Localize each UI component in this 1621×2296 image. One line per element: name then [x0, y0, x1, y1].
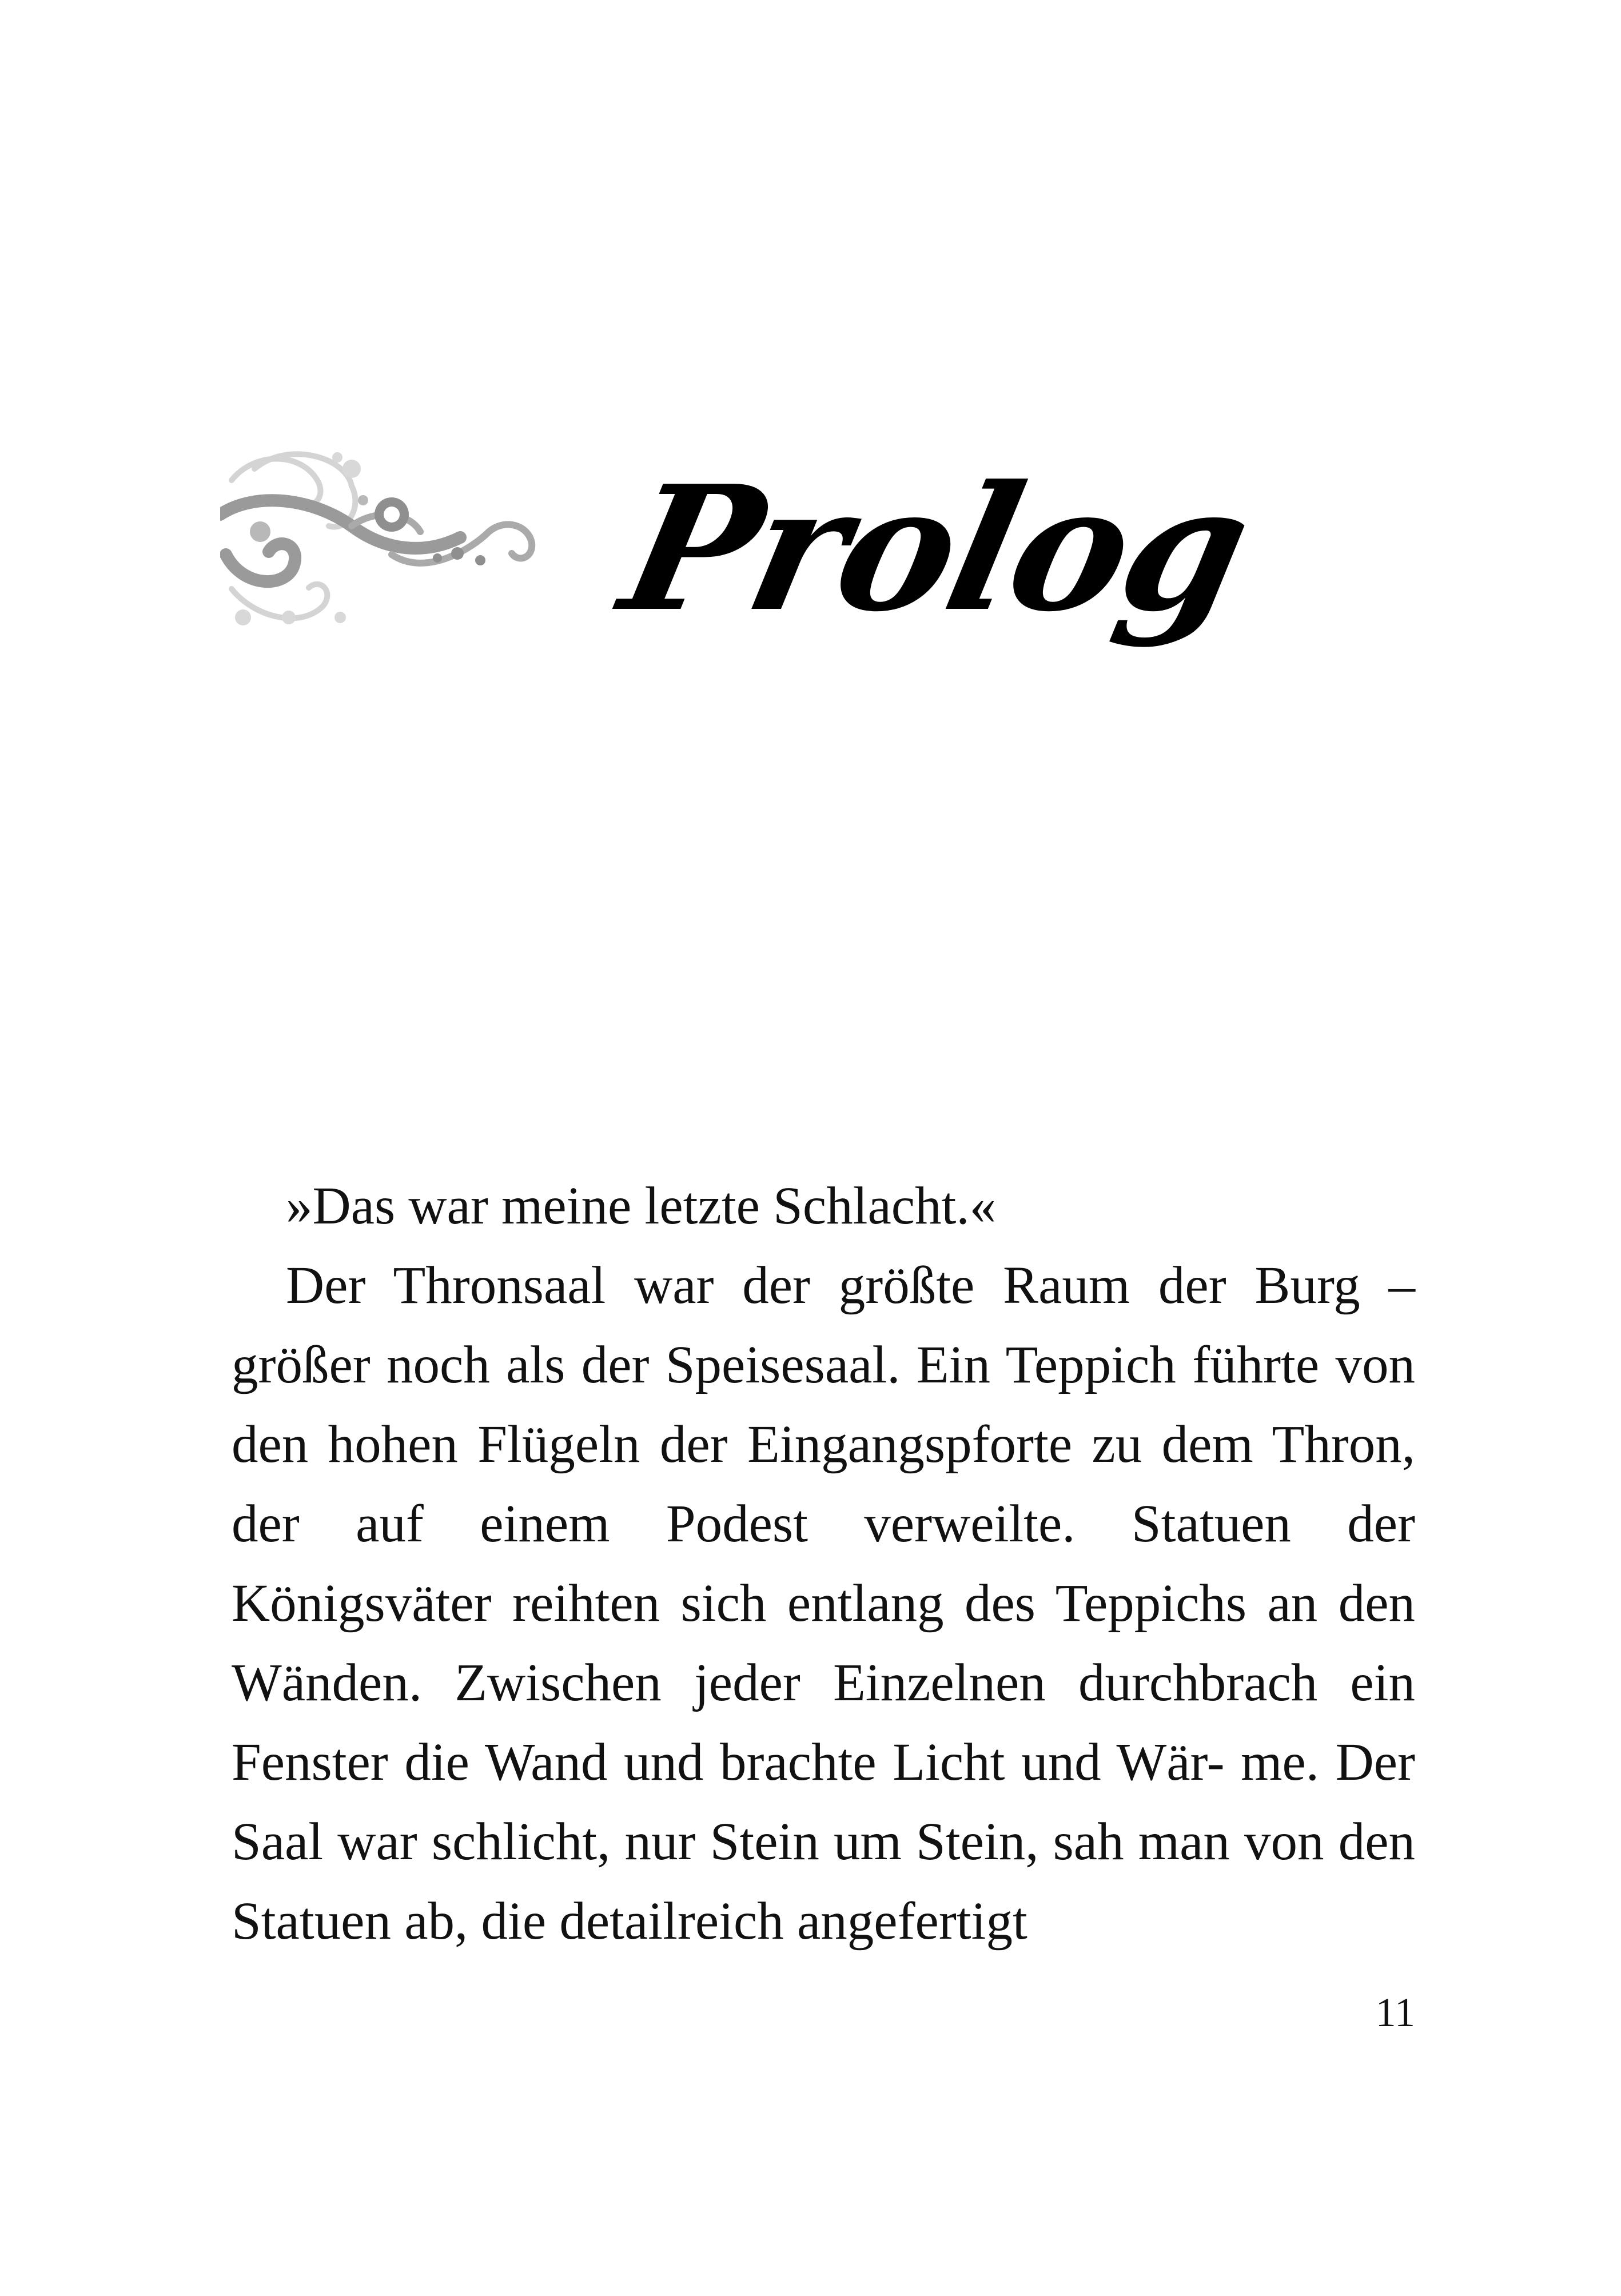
paragraph: Der Thronsaal war der größte Raum der Burg – größer noch als der Speisesaal. Ein Teppich führte von den hohen Flügeln der Eingangspforte zu dem Thron, der auf einem Podest verweilte. Statuen der Königsväter reihten sich entlang des Teppichs an den Wänden. Zwischen jeder Einzelnen durchbrach ein Fenster die Wand und brachte Licht und Wär- me. Der Saal war schlicht, nur Stein um Stein, sah man von den Statuen ab, die detailreich angefertigt	[232, 1256, 1415, 1951]
body-text	[232, 1166, 1415, 1961]
page-number: 11	[1375, 1990, 1415, 2035]
paragraph: »Das war meine letzte Schlacht.«	[286, 1177, 997, 1235]
chapter-title: Prolog	[607, 448, 1264, 649]
flourish-ornament-icon	[220, 446, 540, 640]
